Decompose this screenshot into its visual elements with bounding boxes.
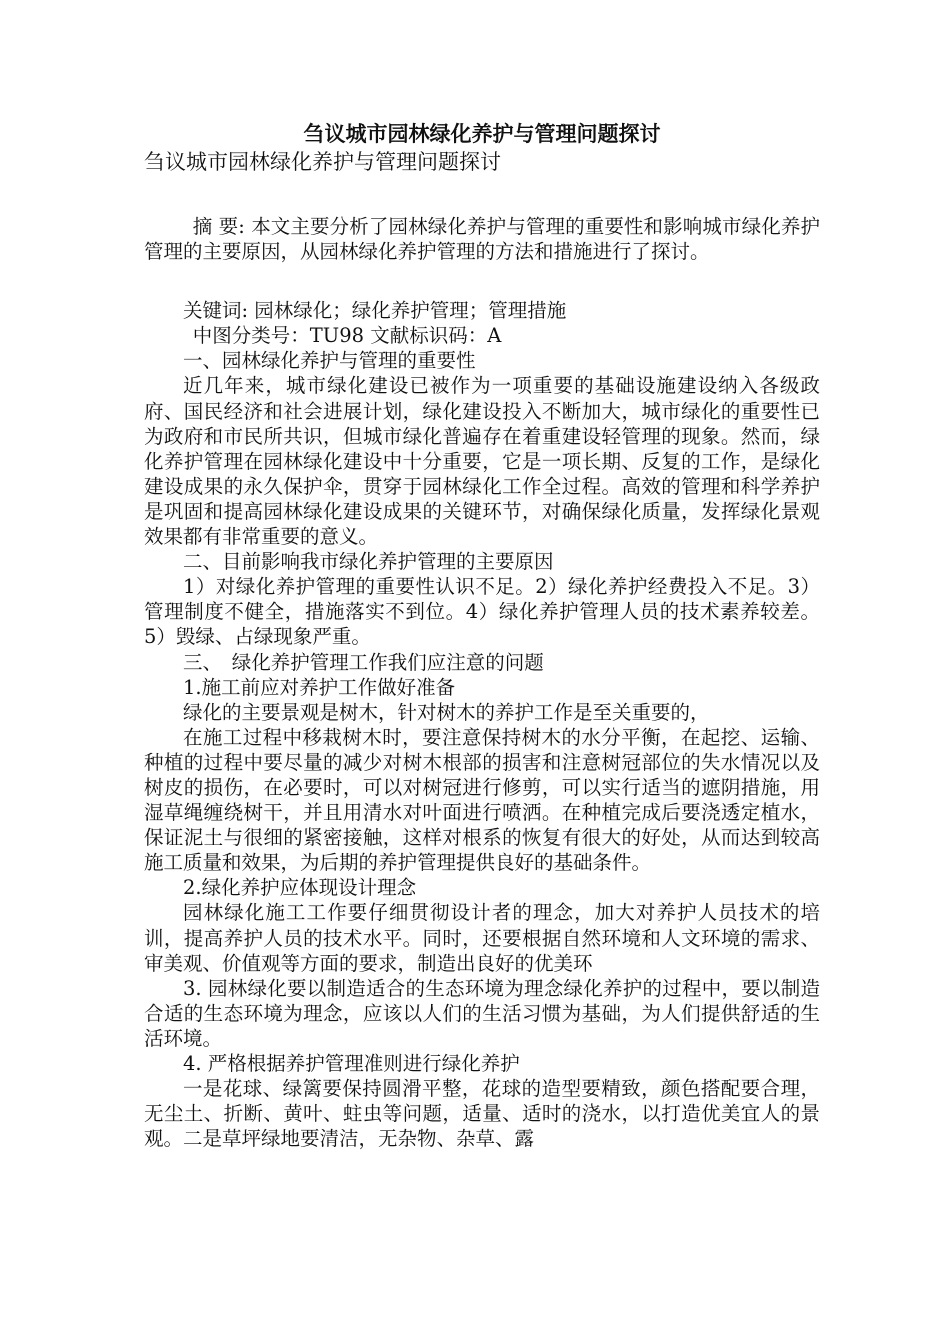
body-paragraph: 园林绿化施工工作要仔细贯彻设计者的理念，加大对养护人员技术的培训，提高养护人员的技术水平。同时，还要根据自然环境和人文环境的需求、审美观、价值观等方面的要求，制造出良好的优美环: [144, 901, 820, 975]
body-paragraph: 在施工过程中移栽树木时，要注意保持树木的水分平衡，在起挖、运输、种植的过程中要尽量的减少对树木根部的损害和注意树冠部位的失水情况以及树皮的损伤，在必要时，可以对树冠进行修剪，可以实行适当的遮阴措施，用湿草绳缠绕树干，并且用清水对叶面进行喷洒。在种植完成后要浇透定植水，保证泥土与很细的紧密接触，这样对根系的恢复有很大的好处，从而达到较高施工质量和效果，为后期的养护管理提供良好的基础条件。: [144, 725, 820, 875]
body-paragraph: 1）对绿化养护管理的重要性认识不足。2）绿化养护经费投入不足。3）管理制度不健全，措施落实不到位。4）绿化养护管理人员的技术素养较差。5）毁绿、占绿现象严重。: [144, 575, 820, 649]
section-heading-2: 二、目前影响我市绿化养护管理的主要原因: [183, 550, 554, 574]
section-heading-3: 三、 绿化养护管理工作我们应注意的问题: [183, 650, 544, 674]
document-page: [144, 120, 820, 1151]
section-heading-1: 一、园林绿化养护与管理的重要性: [183, 349, 476, 373]
document-body: [144, 176, 820, 1151]
subsection-heading-1: 1.施工前应对养护工作做好准备: [183, 675, 456, 699]
classification-line: 中图分类号：TU98 文献标识码：A: [192, 324, 502, 348]
body-paragraph: 一是花球、绿篱要保持圆滑平整，花球的造型要精致，颜色搭配要合理，无尘土、折断、黄叶、蛀虫等问题，适量、适时的浇水，以打造优美宜人的景观。二是草坪绿地要清洁，无杂物、杂草、露: [144, 1077, 820, 1151]
subsection-heading-4: 4. 严格根据养护管理准则进行绿化养护: [183, 1052, 520, 1075]
abstract-paragraph: 摘 要: 本文主要分析了园林绿化养护与管理的重要性和影响城市绿化养护管理的主要原因，从园林绿化养护管理的方法和措施进行了探讨。: [144, 215, 820, 264]
subsection-heading-3: 3. 园林绿化要以制造适合的生态环境为理念绿化养护的过程中，要以制造合适的生态环境为理念，应该以人们的生活习惯为基础，为人们提供舒适的生活环境。: [144, 976, 820, 1050]
document-title: 刍议城市园林绿化养护与管理问题探讨: [303, 122, 661, 146]
subsection-heading-2: 2.绿化养护应体现设计理念: [183, 876, 417, 900]
body-paragraph: 近几年来，城市绿化建设已被作为一项重要的基础设施建设纳入各级政府、国民经济和社会进展计划，绿化建设投入不断加大，城市绿化的重要性已为政府和市民所共识，但城市绿化普遍存在着重建设轻管理的现象。然而，绿化养护管理在园林绿化建设中十分重要，它是一项长期、反复的工作，是绿化建设成果的永久保护伞，贯穿于园林绿化工作全过程。高效的管理和科学养护是巩固和提高园林绿化建设成果的关键环节，对确保绿化质量，发挥绿化景观效果都有非常重要的意义。: [144, 374, 820, 549]
body-paragraph: 绿化的主要景观是树木，针对树木的养护工作是至关重要的，: [183, 700, 710, 724]
keywords-line: 关键词: 园林绿化；绿化养护管理；管理措施: [183, 299, 567, 323]
document-subtitle: 刍议城市园林绿化养护与管理问题探讨: [144, 150, 501, 174]
